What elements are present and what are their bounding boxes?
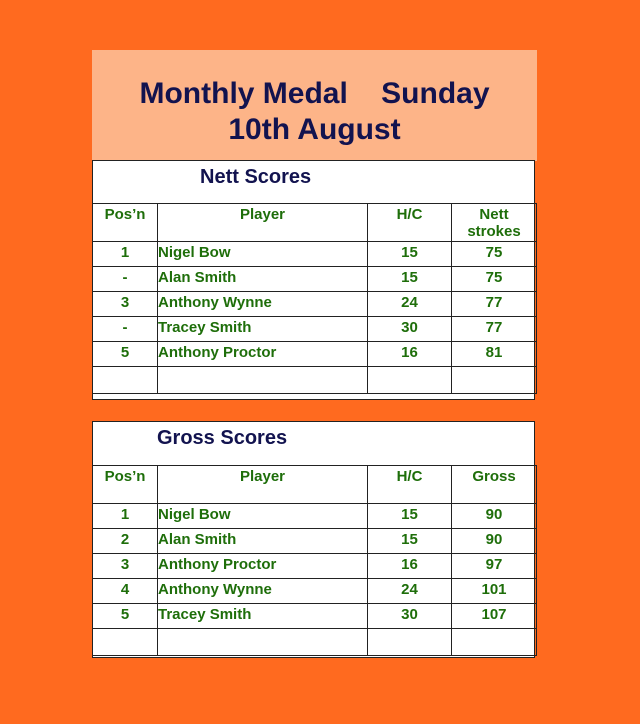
player-cell: Tracey Smith	[158, 317, 368, 342]
pos-cell: 5	[93, 604, 158, 629]
hc-cell: 15	[368, 267, 452, 292]
empty-cell	[158, 629, 368, 656]
column-header-hc: H/C	[368, 466, 452, 504]
table-row	[93, 504, 537, 529]
pos-cell: 4	[93, 579, 158, 604]
score-cell: 75	[452, 242, 537, 267]
empty-cell	[452, 367, 537, 394]
table-header-row	[93, 204, 537, 242]
table-header-row	[93, 466, 537, 504]
player-cell: Anthony Wynne	[158, 579, 368, 604]
pos-cell: 2	[93, 529, 158, 554]
score-cell: 77	[452, 292, 537, 317]
nett-scores-panel	[92, 160, 535, 400]
score-cell: 107	[452, 604, 537, 629]
empty-cell	[158, 367, 368, 394]
player-cell: Nigel Bow	[158, 504, 368, 529]
column-header-player: Player	[158, 204, 368, 242]
player-cell: Anthony Wynne	[158, 292, 368, 317]
column-header-nett-strokes: Nett strokes	[452, 204, 537, 242]
pos-cell: 1	[93, 242, 158, 267]
empty-table-row	[93, 367, 537, 394]
gross-scores-panel	[92, 421, 535, 658]
empty-table-row	[93, 629, 537, 656]
score-cell: 77	[452, 317, 537, 342]
table-row	[93, 579, 537, 604]
table-row	[93, 242, 537, 267]
gross-scores-table	[92, 465, 537, 656]
hc-cell: 24	[368, 579, 452, 604]
hc-cell: 15	[368, 529, 452, 554]
pos-cell: 1	[93, 504, 158, 529]
hc-cell: 16	[368, 554, 452, 579]
player-cell: Nigel Bow	[158, 242, 368, 267]
player-cell: Anthony Proctor	[158, 342, 368, 367]
score-cell: 90	[452, 529, 537, 554]
player-cell: Alan Smith	[158, 267, 368, 292]
table-row	[93, 267, 537, 292]
table-row	[93, 529, 537, 554]
score-cell: 90	[452, 504, 537, 529]
column-header-gross: Gross	[452, 466, 537, 504]
table-row	[93, 342, 537, 367]
empty-cell	[93, 629, 158, 656]
hc-cell: 30	[368, 604, 452, 629]
player-cell: Tracey Smith	[158, 604, 368, 629]
table-row	[93, 317, 537, 342]
hc-cell: 15	[368, 504, 452, 529]
table-row	[93, 292, 537, 317]
nett-scores-heading: Nett Scores	[200, 166, 312, 188]
page-title: Monthly Medal Sunday	[139, 77, 490, 110]
score-cell: 101	[452, 579, 537, 604]
pos-cell: 5	[93, 342, 158, 367]
nett-scores-table	[92, 203, 537, 394]
table-row	[93, 554, 537, 579]
column-header-pos: Pos’n	[93, 204, 158, 242]
hc-cell: 30	[368, 317, 452, 342]
hc-cell: 16	[368, 342, 452, 367]
gross-scores-heading: Gross Scores	[157, 427, 288, 449]
pos-cell: -	[93, 267, 158, 292]
hc-cell: 15	[368, 242, 452, 267]
empty-cell	[368, 367, 452, 394]
column-header-hc: H/C	[368, 204, 452, 242]
empty-cell	[368, 629, 452, 656]
score-cell: 75	[452, 267, 537, 292]
pos-cell: -	[93, 317, 158, 342]
empty-cell	[93, 367, 158, 394]
page-date: 10th August	[228, 113, 401, 146]
pos-cell: 3	[93, 554, 158, 579]
score-cell: 81	[452, 342, 537, 367]
score-cell: 97	[452, 554, 537, 579]
pos-cell: 3	[93, 292, 158, 317]
column-header-pos: Pos’n	[93, 466, 158, 504]
hc-cell: 24	[368, 292, 452, 317]
title-banner	[92, 50, 537, 161]
table-row	[93, 604, 537, 629]
empty-cell	[452, 629, 537, 656]
player-cell: Anthony Proctor	[158, 554, 368, 579]
column-header-player: Player	[158, 466, 368, 504]
player-cell: Alan Smith	[158, 529, 368, 554]
